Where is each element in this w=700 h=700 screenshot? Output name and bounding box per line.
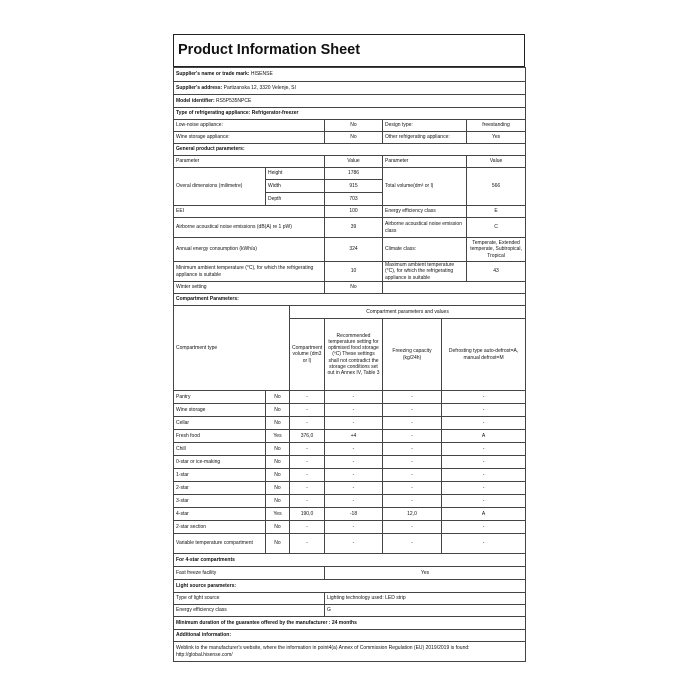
supplier-name-value: HISENSE [250,71,273,78]
compartment-name: 2-star section [174,521,266,534]
compartment-freezing-capacity: - [383,482,442,495]
guarantee-text: Minimum duration of the guarantee offered by the manufacturer : 24 months [174,617,526,630]
compartment-temperature: - [325,534,383,554]
appliance-type-row [174,108,526,120]
compartment-freezing-capacity: - [383,404,442,417]
volume-header: Compartment volume (dm3 or l) [290,319,325,391]
width-value: 915 [325,180,383,193]
compartment-freezing-capacity: - [383,443,442,456]
ambient-temp-row [174,262,526,282]
design-type-value: freestanding [467,120,526,132]
annual-energy-label: Annual energy consumption (kWh/a) [174,238,325,262]
compartment-name: Cellar [174,417,266,430]
compartment-volume: - [290,495,325,508]
winter-setting-row [174,282,526,294]
model-identifier-row [174,95,526,108]
low-noise-value: No [325,120,383,132]
compartment-present: Yes [266,430,290,443]
col-value-right: Value [467,156,526,168]
compartment-temperature: - [325,417,383,430]
depth-label: Depth [266,193,325,206]
page-title: Product Information Sheet [178,42,361,58]
compartment-present: No [266,456,290,469]
compartment-temperature: - [325,404,383,417]
col-value-left: Value [325,156,383,168]
light-class-row [174,605,526,617]
compartment-defrost-type: - [442,521,526,534]
compartment-freezing-capacity: - [383,469,442,482]
compartment-temperature: - [325,469,383,482]
appliance-type-label: Type of refrigerating appliance: [176,110,251,117]
width-label: Width [266,180,325,193]
compartment-row [174,443,526,456]
compartment-temperature: - [325,482,383,495]
eei-row [174,206,526,218]
light-type-row [174,593,526,605]
compartment-defrost-type: A [442,430,526,443]
min-temp-label: Minimum ambient temperature (°C), for which the refrigerating appliance is suitable [174,262,325,282]
compartment-row [174,391,526,404]
supplier-name-row [174,68,526,82]
other-appliance-value: Yes [467,132,526,144]
wine-storage-label: Wine storage appliance: [174,132,325,144]
compartment-volume: - [290,521,325,534]
defrost-type-header: Defrosting type auto-defrost=A, manual defrost=M [442,319,526,391]
compartment-volume: - [290,417,325,430]
compartment-freezing-capacity: 12,0 [383,508,442,521]
compartment-defrost-type: - [442,443,526,456]
col-parameter-left: Parameter [174,156,325,168]
compartment-group-header: Compartment parameters and values [290,306,526,319]
compartment-present: No [266,391,290,404]
general-params-colhead-row [174,156,526,168]
compartment-present: No [266,534,290,554]
wine-storage-row [174,132,526,144]
total-volume-label: Total volume(dm³ or l) [383,168,467,206]
compartment-defrost-type: - [442,482,526,495]
supplier-address-label: Supplier's address: [176,84,223,91]
low-noise-row [174,120,526,132]
additional-info-header: Additional information: [174,630,526,642]
compartment-volume: 190,0 [290,508,325,521]
appliance-type-value: Refrigerator-freezer [251,110,299,117]
additional-info-text: Weblink to the manufacturer's website, where the information in point4(a) Annex of Commission Regulation (EU) 2019/2019 is found: http://global.hisense.com/ [174,642,526,662]
energy-class-value: E [467,206,526,218]
col-parameter-right: Parameter [383,156,467,168]
climate-class-value: Temperate, Extended temperate, Subtropical, Tropical [467,238,526,262]
compartment-temperature: - [325,495,383,508]
light-class-value: G [325,605,526,617]
light-type-value: Lighting technology used: LED strip [325,593,526,605]
eei-value: 100 [325,206,383,218]
compartment-present: Yes [266,508,290,521]
compartment-row [174,534,526,554]
compartment-name: 1-star [174,469,266,482]
wine-storage-value: No [325,132,383,144]
compartment-name: 4-star [174,508,266,521]
title-box [173,34,525,67]
model-identifier-value: RS5P535NPCE [216,97,252,104]
climate-class-label: Climate class: [383,238,467,262]
compartment-defrost-type: - [442,469,526,482]
height-label: Height [266,168,325,180]
compartment-row [174,469,526,482]
freezing-capacity-header: Freezing capacity (kg/24h) [383,319,442,391]
guarantee-row [174,617,526,630]
supplier-address-value: Partizanska 12, 3320 Velenje, SI [223,84,296,91]
compartment-row [174,521,526,534]
compartment-defrost-type: - [442,404,526,417]
compartment-freezing-capacity: - [383,430,442,443]
compartment-present: No [266,482,290,495]
compartment-volume: - [290,469,325,482]
compartment-freezing-capacity: - [383,456,442,469]
compartment-present: No [266,417,290,430]
winter-setting-label: Winter setting [174,282,325,294]
compartment-defrost-type: - [442,417,526,430]
fast-freeze-value: Yes [325,567,526,580]
light-class-label: Energy efficiency class [174,605,325,617]
compartment-volume: - [290,456,325,469]
empty-cell [383,282,526,294]
four-star-header: For 4-star compartments [174,554,526,567]
product-information-sheet [173,34,525,662]
compartment-row [174,430,526,443]
compartment-freezing-capacity: - [383,417,442,430]
supplier-name-label: Supplier's name or trade mark: [176,71,250,78]
max-temp-label: Maximum ambient temperature (°C), for which the refrigerating appliance is suitable [383,262,467,282]
compartment-volume: - [290,482,325,495]
additional-text-row [174,642,526,662]
compartment-temperature: - [325,456,383,469]
compartment-freezing-capacity: - [383,495,442,508]
model-identifier-label: Model identifier: [176,97,215,104]
min-temp-value: 10 [325,262,383,282]
noise-label: Airborne acoustical noise emissions (dB(A) re 1 pW) [174,218,325,238]
compartment-defrost-type: A [442,508,526,521]
fast-freeze-label: Fast freeze facility [174,567,325,580]
design-type-label: Design type: [383,120,467,132]
compartment-name: 0-star or ice-making [174,456,266,469]
noise-row [174,218,526,238]
winter-setting-value: No [325,282,383,294]
compartment-volume: - [290,404,325,417]
compartment-volume: - [290,534,325,554]
compartment-row [174,404,526,417]
compartment-temperature: - [325,521,383,534]
compartment-name: 3-star [174,495,266,508]
compartment-row [174,508,526,521]
temperature-header: Recommended temperature setting for optimised food storage (ºC) These settings shall not contradict the storage conditions set out in Annex IV, Table 3 [325,319,383,391]
compartment-temperature: - [325,443,383,456]
annual-energy-value: 324 [325,238,383,262]
compartment-params-header-row [174,294,526,306]
compartment-row [174,456,526,469]
compartment-temperature: +4 [325,430,383,443]
compartment-name: Variable temperature compartment [174,534,266,554]
max-temp-value: 43 [467,262,526,282]
compartment-defrost-type: - [442,456,526,469]
annual-energy-row [174,238,526,262]
compartment-row [174,482,526,495]
compartment-defrost-type: - [442,391,526,404]
compartment-name: Chill [174,443,266,456]
compartment-defrost-type: - [442,495,526,508]
compartment-volume: - [290,443,325,456]
light-source-header: Light source parameters: [174,580,526,593]
compartment-present: No [266,404,290,417]
fast-freeze-row [174,567,526,580]
compartment-name: Pantry [174,391,266,404]
general-params-header-row [174,144,526,156]
compartment-freezing-capacity: - [383,534,442,554]
energy-class-label: Energy efficiency class [383,206,467,218]
compartment-present: No [266,521,290,534]
compartment-temperature: -18 [325,508,383,521]
noise-value: 39 [325,218,383,238]
low-noise-label: Low-noise appliance: [174,120,325,132]
compartment-present: No [266,469,290,482]
compartment-present: No [266,443,290,456]
compartment-freezing-capacity: - [383,521,442,534]
sheet-table [173,67,526,662]
additional-header-row [174,630,526,642]
compartment-volume: - [290,391,325,404]
four-star-header-row [174,554,526,567]
supplier-address-row [174,82,526,95]
height-value: 1786 [325,168,383,180]
noise-class-value: C [467,218,526,238]
light-type-label: Type of light source [174,593,325,605]
compartment-type-header: Compartment type [174,306,290,391]
other-appliance-label: Other refrigerating appliance: [383,132,467,144]
compartment-name: Fresh food [174,430,266,443]
general-params-header: General product parameters: [174,144,526,156]
total-volume-value: 566 [467,168,526,206]
compartment-name: 2-star [174,482,266,495]
compartment-volume: 376,0 [290,430,325,443]
compartment-defrost-type: - [442,534,526,554]
eei-label: EEI [174,206,325,218]
noise-class-label: Airborne acoustical noise emission class [383,218,467,238]
compartment-name: Wine storage [174,404,266,417]
compartment-present: No [266,495,290,508]
compartment-row [174,417,526,430]
compartment-params-header: Compartment Parameters: [174,294,526,306]
compartment-freezing-capacity: - [383,391,442,404]
compartment-group-row [174,306,526,319]
depth-value: 703 [325,193,383,206]
overall-dimensions-label: Overal dimensions (milimetre) [174,168,266,206]
light-header-row [174,580,526,593]
compartment-temperature: - [325,391,383,404]
height-row [174,168,526,180]
compartment-row [174,495,526,508]
